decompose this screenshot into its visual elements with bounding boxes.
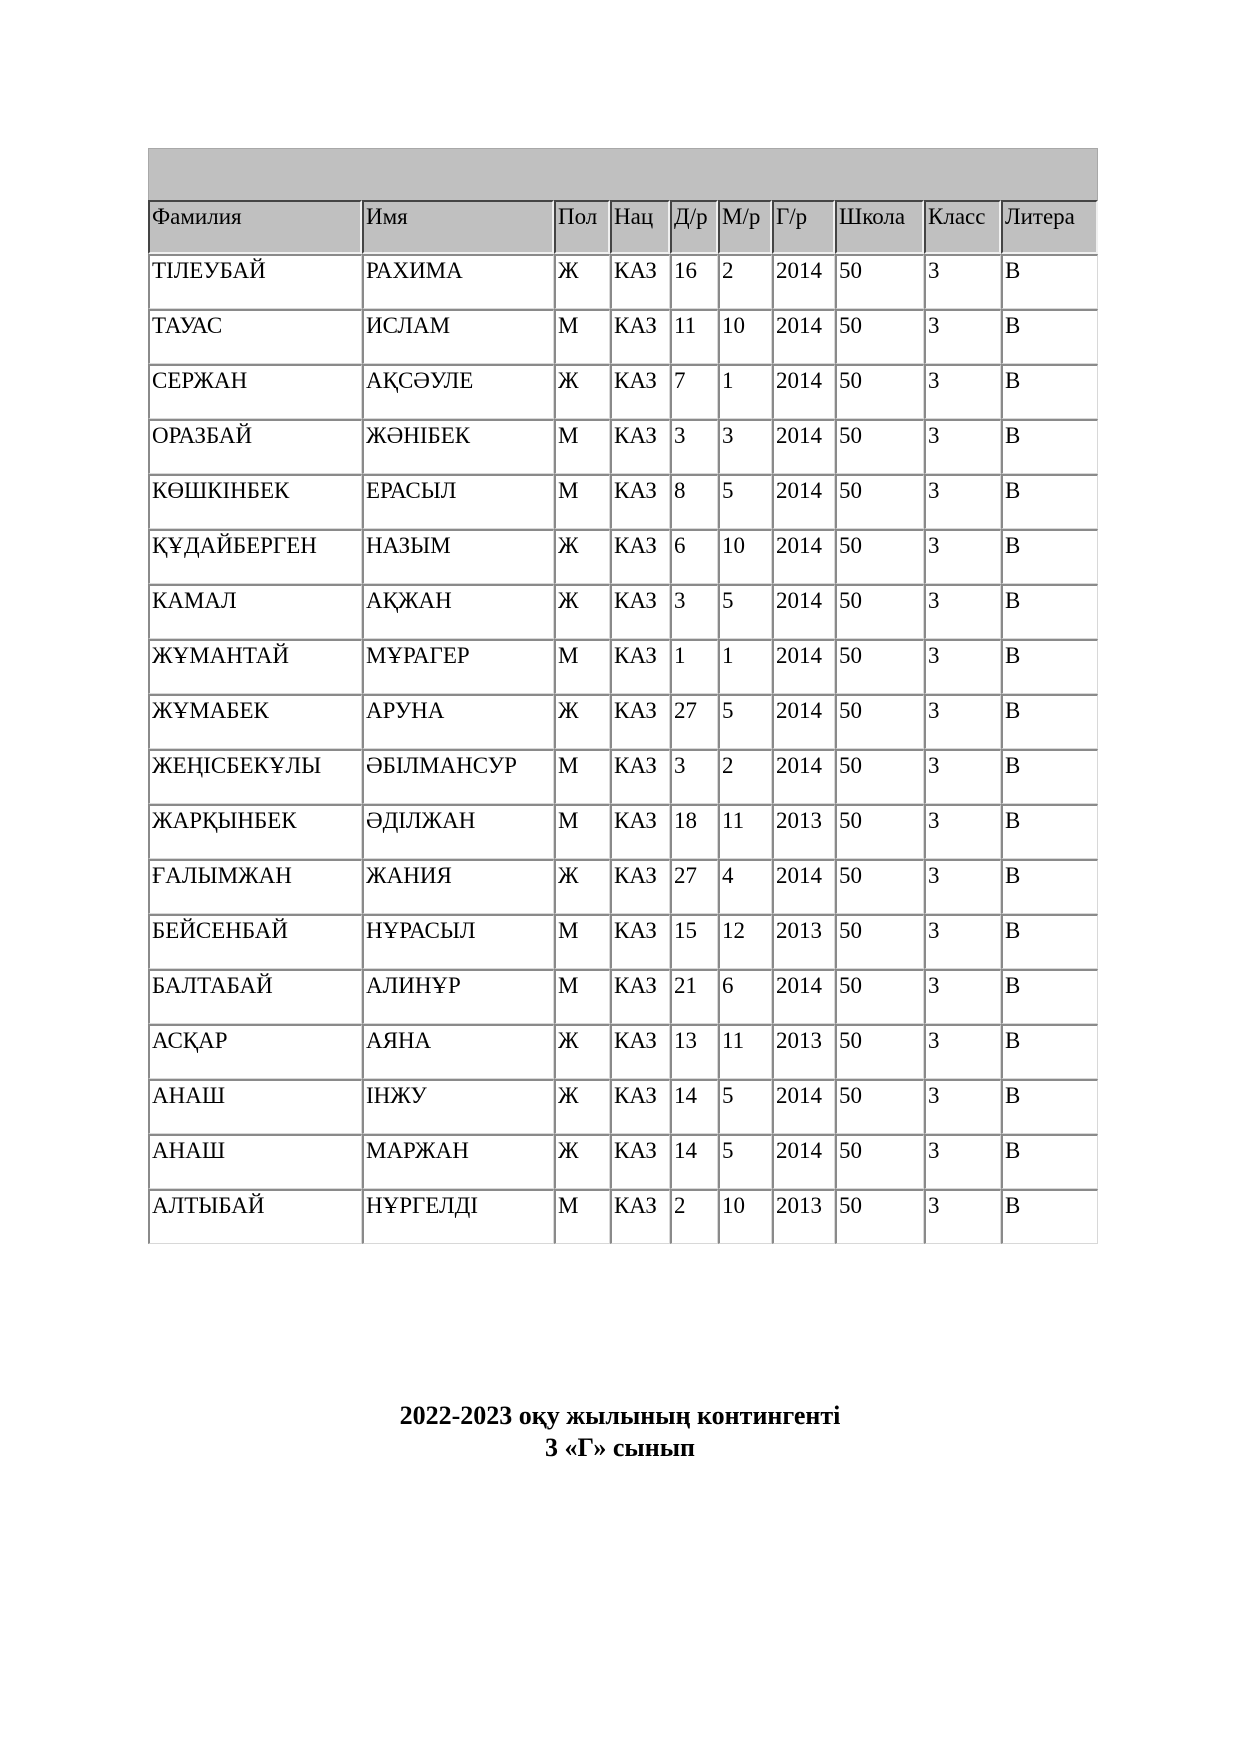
gender-cell: М — [554, 309, 610, 364]
name-cell: ЖАНИЯ — [362, 859, 554, 914]
birth-year-cell: 2014 — [772, 529, 835, 584]
gender-cell: Ж — [554, 584, 610, 639]
name-cell: МҰРАГЕР — [362, 639, 554, 694]
name-cell: АЯНА — [362, 1024, 554, 1079]
class-cell: 3 — [924, 1079, 1001, 1134]
school-cell: 50 — [835, 474, 924, 529]
column-header-class: Класс — [924, 200, 1001, 254]
school-cell: 50 — [835, 914, 924, 969]
birth-month-cell: 2 — [718, 749, 772, 804]
gender-cell: Ж — [554, 1024, 610, 1079]
gender-cell: Ж — [554, 1134, 610, 1189]
school-cell: 50 — [835, 254, 924, 309]
surname-cell: КАМАЛ — [148, 584, 362, 639]
contingent-title: 2022-2023 оқу жылының контингенті — [399, 1401, 841, 1430]
letter-cell: В — [1001, 364, 1098, 419]
table-row — [148, 529, 1098, 584]
birth-year-cell: 2013 — [772, 804, 835, 859]
nationality-cell: КАЗ — [610, 529, 670, 584]
class-cell: 3 — [924, 749, 1001, 804]
table-row — [148, 969, 1098, 1024]
table-header-row — [148, 200, 1098, 254]
surname-cell: КӨШКІНБЕК — [148, 474, 362, 529]
name-cell: ЕРАСЫЛ — [362, 474, 554, 529]
surname-cell: АСҚАР — [148, 1024, 362, 1079]
letter-cell: В — [1001, 309, 1098, 364]
school-cell: 50 — [835, 364, 924, 419]
letter-cell: В — [1001, 804, 1098, 859]
surname-cell: ҚҰДАЙБЕРГЕН — [148, 529, 362, 584]
birth-year-cell: 2014 — [772, 419, 835, 474]
table-row — [148, 859, 1098, 914]
surname-cell: ТІЛЕУБАЙ — [148, 254, 362, 309]
school-cell: 50 — [835, 1079, 924, 1134]
gender-cell: М — [554, 804, 610, 859]
name-cell: ЖӘНІБЕК — [362, 419, 554, 474]
table-title-band — [148, 148, 1098, 200]
name-cell: АҚСӘУЛЕ — [362, 364, 554, 419]
class-cell: 3 — [924, 1134, 1001, 1189]
birth-month-cell: 2 — [718, 254, 772, 309]
birth-day-cell: 11 — [670, 309, 718, 364]
school-cell: 50 — [835, 1189, 924, 1244]
nationality-cell: КАЗ — [610, 254, 670, 309]
class-cell: 3 — [924, 804, 1001, 859]
birth-month-cell: 5 — [718, 1079, 772, 1134]
gender-cell: М — [554, 419, 610, 474]
birth-year-cell: 2014 — [772, 309, 835, 364]
birth-month-cell: 11 — [718, 804, 772, 859]
surname-cell: АНАШ — [148, 1079, 362, 1134]
gender-cell: Ж — [554, 364, 610, 419]
birth-year-cell: 2014 — [772, 969, 835, 1024]
school-cell: 50 — [835, 529, 924, 584]
class-cell: 3 — [924, 914, 1001, 969]
class-cell: 3 — [924, 584, 1001, 639]
surname-cell: СЕРЖАН — [148, 364, 362, 419]
class-cell: 3 — [924, 474, 1001, 529]
school-cell: 50 — [835, 419, 924, 474]
birth-day-cell: 1 — [670, 639, 718, 694]
name-cell: ІНЖУ — [362, 1079, 554, 1134]
name-cell: АҚЖАН — [362, 584, 554, 639]
nationality-cell: КАЗ — [610, 804, 670, 859]
table-row — [148, 474, 1098, 529]
class-cell: 3 — [924, 1189, 1001, 1244]
birth-year-cell: 2013 — [772, 1024, 835, 1079]
class-cell: 3 — [924, 529, 1001, 584]
table-row — [148, 584, 1098, 639]
birth-year-cell: 2014 — [772, 1079, 835, 1134]
birth-day-cell: 7 — [670, 364, 718, 419]
table-row — [148, 914, 1098, 969]
table-row — [148, 254, 1098, 309]
name-cell: МАРЖАН — [362, 1134, 554, 1189]
letter-cell: В — [1001, 639, 1098, 694]
class-cell: 3 — [924, 309, 1001, 364]
school-cell: 50 — [835, 639, 924, 694]
surname-cell: ТАУАС — [148, 309, 362, 364]
letter-cell: В — [1001, 474, 1098, 529]
surname-cell: ҒАЛЫМЖАН — [148, 859, 362, 914]
birth-day-cell: 15 — [670, 914, 718, 969]
column-header-gender: Пол — [554, 200, 610, 254]
birth-month-cell: 1 — [718, 639, 772, 694]
student-roster-sheet — [148, 148, 1098, 1244]
school-cell: 50 — [835, 859, 924, 914]
birth-day-cell: 21 — [670, 969, 718, 1024]
school-cell: 50 — [835, 1024, 924, 1079]
column-header-surname: Фамилия — [148, 200, 362, 254]
class-cell: 3 — [924, 639, 1001, 694]
birth-year-cell: 2014 — [772, 474, 835, 529]
gender-cell: Ж — [554, 529, 610, 584]
birth-month-cell: 5 — [718, 1134, 772, 1189]
birth-day-cell: 3 — [670, 584, 718, 639]
surname-cell: БАЛТАБАЙ — [148, 969, 362, 1024]
birth-month-cell: 1 — [718, 364, 772, 419]
letter-cell: В — [1001, 694, 1098, 749]
letter-cell: В — [1001, 584, 1098, 639]
table-body — [148, 254, 1098, 1244]
gender-cell: М — [554, 1189, 610, 1244]
letter-cell: В — [1001, 1189, 1098, 1244]
school-cell: 50 — [835, 749, 924, 804]
table-row — [148, 804, 1098, 859]
nationality-cell: КАЗ — [610, 1189, 670, 1244]
nationality-cell: КАЗ — [610, 1024, 670, 1079]
table-row — [148, 1079, 1098, 1134]
surname-cell: БЕЙСЕНБАЙ — [148, 914, 362, 969]
birth-day-cell: 27 — [670, 694, 718, 749]
letter-cell: В — [1001, 419, 1098, 474]
table-row — [148, 694, 1098, 749]
birth-day-cell: 14 — [670, 1134, 718, 1189]
birth-year-cell: 2013 — [772, 1189, 835, 1244]
column-header-birth-year: Г/р — [772, 200, 835, 254]
class-subtitle: 3 «Г» сынып — [545, 1433, 695, 1462]
nationality-cell: КАЗ — [610, 1079, 670, 1134]
birth-day-cell: 8 — [670, 474, 718, 529]
birth-year-cell: 2014 — [772, 254, 835, 309]
column-header-nationality: Нац — [610, 200, 670, 254]
class-cell: 3 — [924, 694, 1001, 749]
surname-cell: ОРАЗБАЙ — [148, 419, 362, 474]
birth-month-cell: 3 — [718, 419, 772, 474]
gender-cell: Ж — [554, 1079, 610, 1134]
birth-month-cell: 5 — [718, 694, 772, 749]
class-cell: 3 — [924, 254, 1001, 309]
letter-cell: В — [1001, 1079, 1098, 1134]
birth-month-cell: 10 — [718, 309, 772, 364]
column-header-birth-month: М/р — [718, 200, 772, 254]
letter-cell: В — [1001, 254, 1098, 309]
letter-cell: В — [1001, 1134, 1098, 1189]
name-cell: РАХИМА — [362, 254, 554, 309]
school-cell: 50 — [835, 584, 924, 639]
gender-cell: М — [554, 749, 610, 804]
name-cell: ӘБІЛМАНСУР — [362, 749, 554, 804]
birth-year-cell: 2014 — [772, 584, 835, 639]
table-row — [148, 419, 1098, 474]
class-cell: 3 — [924, 969, 1001, 1024]
gender-cell: М — [554, 474, 610, 529]
class-cell: 3 — [924, 419, 1001, 474]
school-cell: 50 — [835, 309, 924, 364]
surname-cell: АЛТЫБАЙ — [148, 1189, 362, 1244]
table-row — [148, 1189, 1098, 1244]
birth-month-cell: 10 — [718, 1189, 772, 1244]
surname-cell: ЖЕҢІСБЕКҰЛЫ — [148, 749, 362, 804]
school-cell: 50 — [835, 1134, 924, 1189]
birth-day-cell: 6 — [670, 529, 718, 584]
school-cell: 50 — [835, 804, 924, 859]
nationality-cell: КАЗ — [610, 419, 670, 474]
gender-cell: Ж — [554, 859, 610, 914]
birth-month-cell: 5 — [718, 474, 772, 529]
nationality-cell: КАЗ — [610, 1134, 670, 1189]
birth-day-cell: 16 — [670, 254, 718, 309]
table-row — [148, 309, 1098, 364]
class-cell: 3 — [924, 859, 1001, 914]
birth-day-cell: 13 — [670, 1024, 718, 1079]
birth-day-cell: 2 — [670, 1189, 718, 1244]
letter-cell: В — [1001, 1024, 1098, 1079]
nationality-cell: КАЗ — [610, 584, 670, 639]
birth-day-cell: 14 — [670, 1079, 718, 1134]
letter-cell: В — [1001, 859, 1098, 914]
table-row — [148, 1024, 1098, 1079]
name-cell: ӘДІЛЖАН — [362, 804, 554, 859]
gender-cell: М — [554, 969, 610, 1024]
nationality-cell: КАЗ — [610, 694, 670, 749]
letter-cell: В — [1001, 969, 1098, 1024]
nationality-cell: КАЗ — [610, 309, 670, 364]
birth-day-cell: 3 — [670, 749, 718, 804]
table-row — [148, 1134, 1098, 1189]
birth-month-cell: 10 — [718, 529, 772, 584]
surname-cell: ЖАРҚЫНБЕК — [148, 804, 362, 859]
name-cell: АРУНА — [362, 694, 554, 749]
birth-day-cell: 18 — [670, 804, 718, 859]
column-header-letter: Литера — [1001, 200, 1098, 254]
birth-year-cell: 2014 — [772, 364, 835, 419]
table-row — [148, 749, 1098, 804]
surname-cell: ЖҰМАБЕК — [148, 694, 362, 749]
gender-cell: М — [554, 914, 610, 969]
name-cell: АЛИНҰР — [362, 969, 554, 1024]
gender-cell: Ж — [554, 254, 610, 309]
nationality-cell: КАЗ — [610, 749, 670, 804]
name-cell: НҰРГЕЛДІ — [362, 1189, 554, 1244]
birth-month-cell: 5 — [718, 584, 772, 639]
table-row — [148, 364, 1098, 419]
birth-year-cell: 2013 — [772, 914, 835, 969]
birth-day-cell: 3 — [670, 419, 718, 474]
name-cell: НАЗЫМ — [362, 529, 554, 584]
class-cell: 3 — [924, 364, 1001, 419]
birth-year-cell: 2014 — [772, 1134, 835, 1189]
birth-month-cell: 11 — [718, 1024, 772, 1079]
birth-day-cell: 27 — [670, 859, 718, 914]
column-header-school: Школа — [835, 200, 924, 254]
birth-month-cell: 4 — [718, 859, 772, 914]
class-cell: 3 — [924, 1024, 1001, 1079]
surname-cell: АНАШ — [148, 1134, 362, 1189]
birth-year-cell: 2014 — [772, 859, 835, 914]
birth-year-cell: 2014 — [772, 639, 835, 694]
name-cell: ИСЛАМ — [362, 309, 554, 364]
nationality-cell: КАЗ — [610, 474, 670, 529]
nationality-cell: КАЗ — [610, 364, 670, 419]
nationality-cell: КАЗ — [610, 969, 670, 1024]
birth-month-cell: 6 — [718, 969, 772, 1024]
school-cell: 50 — [835, 694, 924, 749]
birth-year-cell: 2014 — [772, 749, 835, 804]
nationality-cell: КАЗ — [610, 914, 670, 969]
letter-cell: В — [1001, 529, 1098, 584]
column-header-birth-day: Д/р — [670, 200, 718, 254]
column-header-name: Имя — [362, 200, 554, 254]
letter-cell: В — [1001, 749, 1098, 804]
letter-cell: В — [1001, 914, 1098, 969]
gender-cell: М — [554, 639, 610, 694]
birth-year-cell: 2014 — [772, 694, 835, 749]
gender-cell: Ж — [554, 694, 610, 749]
birth-month-cell: 12 — [718, 914, 772, 969]
school-cell: 50 — [835, 969, 924, 1024]
student-roster-table — [148, 200, 1098, 1244]
nationality-cell: КАЗ — [610, 859, 670, 914]
table-row — [148, 639, 1098, 694]
name-cell: НҰРАСЫЛ — [362, 914, 554, 969]
surname-cell: ЖҰМАНТАЙ — [148, 639, 362, 694]
nationality-cell: КАЗ — [610, 639, 670, 694]
